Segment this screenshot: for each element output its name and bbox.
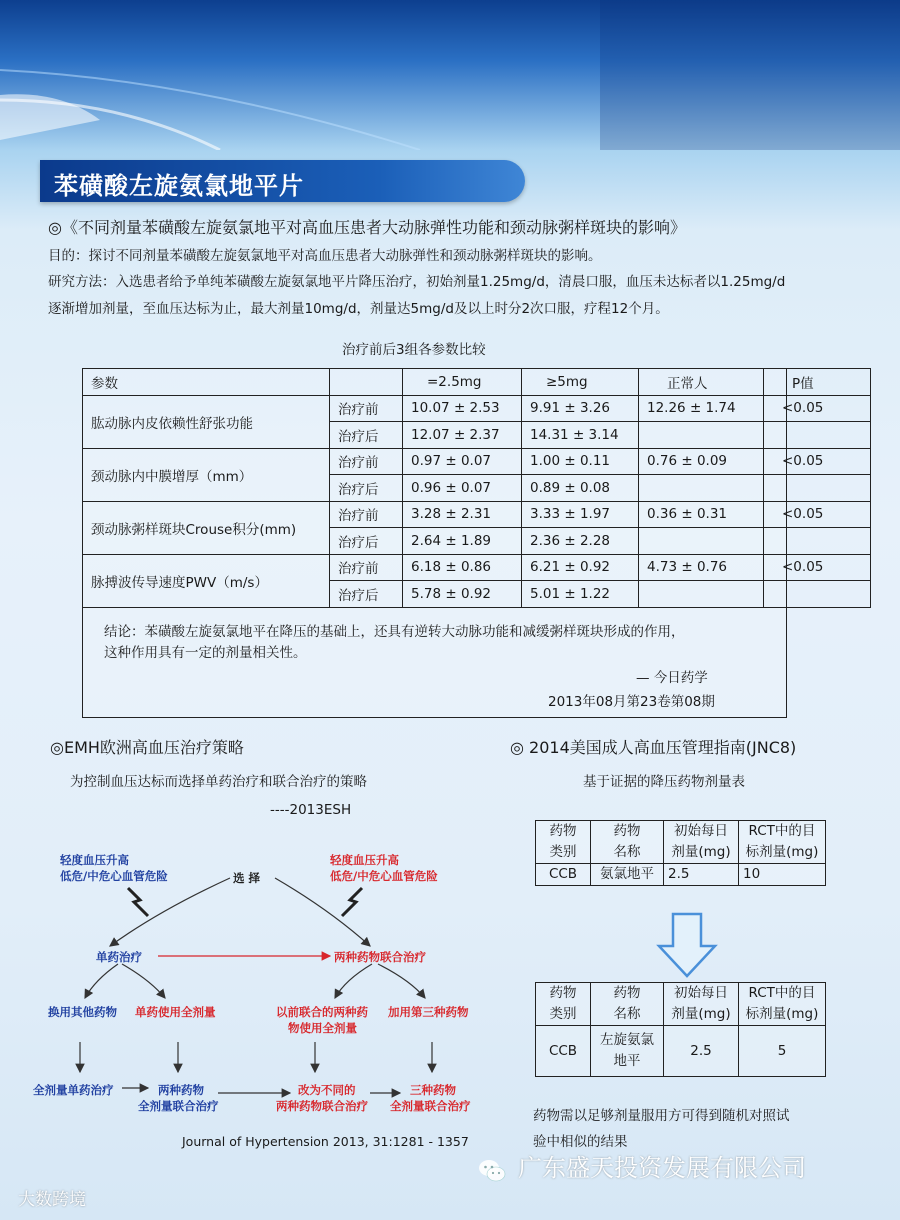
table-header-row bbox=[536, 983, 826, 1026]
header-cell: 初始每日 剂量(mg) bbox=[664, 983, 739, 1026]
lightning-icon bbox=[128, 888, 148, 916]
flow-left-risk-2: 低危/中危心血管危险 bbox=[60, 869, 168, 883]
empty-cell bbox=[639, 422, 764, 449]
phase-cell: 治疗后 bbox=[330, 422, 403, 449]
target-dose-cell: 10 bbox=[739, 864, 826, 886]
table-row bbox=[83, 501, 871, 528]
down-arrow-icon bbox=[655, 912, 719, 980]
phase-cell: 治疗后 bbox=[330, 475, 403, 502]
header-cell: 药物 类别 bbox=[536, 821, 591, 864]
jnc8-table-amlodipine bbox=[535, 820, 826, 886]
article-method-line-1: 研究方法：入选患者给予单纯苯磺酸左旋氨氯地平片降压治疗，初始剂量1.25mg/d，清晨口服，血压未达标者以1.25mg/d bbox=[48, 274, 786, 290]
source-issue: 2013年08月第23卷第08期 bbox=[548, 694, 715, 710]
value-cell: 5.01 ± 1.22 bbox=[522, 581, 639, 608]
flow-right-risk-1: 轻度血压升高 bbox=[330, 853, 399, 867]
article-title: ◎《不同剂量苯磺酸左旋氨氯地平对高血压患者大动脉弹性功能和颈动脉粥样斑块的影响》 bbox=[48, 218, 686, 237]
flow-mono-therapy: 单药治疗 bbox=[96, 950, 142, 964]
table-header-row bbox=[536, 821, 826, 864]
wechat-icon bbox=[478, 1158, 506, 1184]
value-cell: 6.18 ± 0.86 bbox=[403, 554, 522, 581]
lightning-icon bbox=[342, 888, 362, 916]
phase-cell: 治疗前 bbox=[330, 448, 403, 475]
value-cell: 6.21 ± 0.92 bbox=[522, 554, 639, 581]
normal-cell: 0.36 ± 0.31 bbox=[639, 501, 764, 528]
empty-cell bbox=[639, 528, 764, 555]
value-cell: 5.78 ± 0.92 bbox=[403, 581, 522, 608]
value-cell: 0.89 ± 0.08 bbox=[522, 475, 639, 502]
param-cell: 颈动脉内中膜增厚（mm） bbox=[83, 448, 330, 501]
empty-cell bbox=[639, 581, 764, 608]
jnc8-note-line-1: 药物需以足够剂量服用方可得到随机对照试 bbox=[533, 1108, 790, 1124]
table-row bbox=[536, 864, 826, 886]
normal-cell: 0.76 ± 0.09 bbox=[639, 448, 764, 475]
flow-dual-therapy: 两种药物联合治疗 bbox=[334, 950, 426, 964]
param-cell: 颈动脉粥样斑块Crouse积分(mm) bbox=[83, 501, 330, 554]
emh-section-title: ◎EMH欧洲高血压治疗策略 bbox=[50, 738, 244, 757]
table-row bbox=[83, 395, 871, 422]
company-watermark: 广东盛天投资发展有限公司 bbox=[518, 1154, 806, 1182]
header-cell bbox=[330, 369, 403, 396]
p-value-cell: <0.05 bbox=[764, 554, 871, 581]
p-value-cell: <0.05 bbox=[764, 501, 871, 528]
section-title: 苯磺酸左旋氨氯地平片 bbox=[54, 172, 304, 200]
drug-name-cell: 左旋氨氯 地平 bbox=[591, 1026, 664, 1077]
header-cell: 药物 类别 bbox=[536, 983, 591, 1026]
normal-cell: 4.73 ± 0.76 bbox=[639, 554, 764, 581]
drug-class-cell: CCB bbox=[536, 1026, 591, 1077]
header-cell: P值 bbox=[764, 369, 871, 396]
comparison-table bbox=[82, 368, 871, 608]
p-value-cell: <0.05 bbox=[764, 448, 871, 475]
header-cell: 初始每日 剂量(mg) bbox=[664, 821, 739, 864]
flow-left-risk-1: 轻度血压升高 bbox=[60, 853, 129, 867]
header-background-art bbox=[0, 0, 900, 150]
flow-prev-dual-1: 以前联合的两种药 bbox=[276, 1005, 368, 1019]
flow-choose: 选 择 bbox=[233, 871, 261, 885]
phase-cell: 治疗后 bbox=[330, 581, 403, 608]
empty-cell bbox=[764, 528, 871, 555]
flow-change-dual-1: 改为不同的 bbox=[298, 1083, 356, 1097]
phase-cell: 治疗前 bbox=[330, 554, 403, 581]
platform-watermark: 大数跨境 bbox=[18, 1190, 86, 1210]
value-cell: 10.07 ± 2.53 bbox=[403, 395, 522, 422]
article-purpose: 目的：探讨不同剂量苯磺酸左旋氨氯地平对高血压患者大动脉弹性和颈动脉粥样斑块的影响。 bbox=[48, 248, 602, 264]
value-cell: 9.91 ± 3.26 bbox=[522, 395, 639, 422]
value-cell: 0.96 ± 0.07 bbox=[403, 475, 522, 502]
header-cell: ≥5mg bbox=[522, 369, 639, 396]
flow-full-dose-mono: 单药使用全剂量 bbox=[135, 1005, 216, 1019]
table-header-row bbox=[83, 369, 871, 396]
header-cell: 药物 名称 bbox=[591, 821, 664, 864]
header-cell: 药物 名称 bbox=[591, 983, 664, 1026]
flow-switch-drug: 换用其他药物 bbox=[48, 1005, 117, 1019]
normal-cell: 12.26 ± 1.74 bbox=[639, 395, 764, 422]
phase-cell: 治疗前 bbox=[330, 501, 403, 528]
table-caption: 治疗前后3组各参数比较 bbox=[342, 342, 486, 358]
journal-citation: Journal of Hypertension 2013, 31:1281 - 1357 bbox=[182, 1134, 469, 1149]
flow-three-full-2: 全剂量联合治疗 bbox=[390, 1099, 471, 1113]
initial-dose-cell: 2.5 bbox=[664, 864, 739, 886]
flow-add-third: 加用第三种药物 bbox=[388, 1005, 469, 1019]
phase-cell: 治疗后 bbox=[330, 528, 403, 555]
drug-class-cell: CCB bbox=[536, 864, 591, 886]
flow-three-full-1: 三种药物 bbox=[410, 1083, 456, 1097]
flow-right-risk-2: 低危/中危心血管危险 bbox=[330, 869, 438, 883]
value-cell: 3.28 ± 2.31 bbox=[403, 501, 522, 528]
empty-cell bbox=[764, 422, 871, 449]
conclusion-line-2: 这种作用具有一定的剂量相关性。 bbox=[104, 645, 307, 661]
section-title-bar bbox=[40, 160, 525, 202]
param-cell: 肱动脉内皮依赖性舒张功能 bbox=[83, 395, 330, 448]
jnc8-table-levamlodipine bbox=[535, 982, 826, 1077]
target-dose-cell: 5 bbox=[739, 1026, 826, 1077]
flow-two-full-1: 两种药物 bbox=[158, 1083, 204, 1097]
value-cell: 2.64 ± 1.89 bbox=[403, 528, 522, 555]
table-row bbox=[83, 448, 871, 475]
empty-cell bbox=[764, 475, 871, 502]
table-row bbox=[83, 554, 871, 581]
initial-dose-cell: 2.5 bbox=[664, 1026, 739, 1077]
drug-name-cell: 氨氯地平 bbox=[591, 864, 664, 886]
emh-subtitle: 为控制血压达标而选择单药治疗和联合治疗的策略 bbox=[70, 774, 367, 790]
emh-year: ----2013ESH bbox=[270, 802, 352, 818]
source-journal: — 今日药学 bbox=[636, 670, 708, 686]
value-cell: 3.33 ± 1.97 bbox=[522, 501, 639, 528]
p-value-cell: <0.05 bbox=[764, 395, 871, 422]
value-cell: 0.97 ± 0.07 bbox=[403, 448, 522, 475]
flow-full-mono-therapy: 全剂量单药治疗 bbox=[33, 1083, 114, 1097]
flow-prev-dual-2: 物使用全剂量 bbox=[288, 1021, 357, 1035]
jnc8-subtitle: 基于证据的降压药物剂量表 bbox=[583, 774, 745, 790]
conclusion-line-1: 结论：苯磺酸左旋氨氯地平在降压的基础上，还具有逆转大动脉功能和减缓粥样斑块形成的作用， bbox=[104, 624, 685, 640]
value-cell: 12.07 ± 2.37 bbox=[403, 422, 522, 449]
flow-change-dual-2: 两种药物联合治疗 bbox=[276, 1099, 368, 1113]
header-cell: RCT中的目 标剂量(mg) bbox=[739, 821, 826, 864]
phase-cell: 治疗前 bbox=[330, 395, 403, 422]
header-cell: =2.5mg bbox=[403, 369, 522, 396]
empty-cell bbox=[639, 475, 764, 502]
value-cell: 14.31 ± 3.14 bbox=[522, 422, 639, 449]
value-cell: 1.00 ± 0.11 bbox=[522, 448, 639, 475]
flow-two-full-2: 全剂量联合治疗 bbox=[138, 1099, 219, 1113]
jnc8-note-line-2: 验中相似的结果 bbox=[533, 1134, 628, 1150]
empty-cell bbox=[764, 581, 871, 608]
value-cell: 2.36 ± 2.28 bbox=[522, 528, 639, 555]
jnc8-section-title: ◎ 2014美国成人高血压管理指南(JNC8) bbox=[510, 738, 797, 757]
table-row bbox=[536, 1026, 826, 1077]
param-cell: 脉搏波传导速度PWV（m/s） bbox=[83, 554, 330, 607]
header-cell: 参数 bbox=[83, 369, 330, 396]
header-cell: RCT中的目 标剂量(mg) bbox=[739, 983, 826, 1026]
header-cell: 正常人 bbox=[639, 369, 764, 396]
article-method-line-2: 逐渐增加剂量，至血压达标为止，最大剂量10mg/d，剂量达5mg/d及以上时分2次口服，疗程12个月。 bbox=[48, 301, 669, 317]
